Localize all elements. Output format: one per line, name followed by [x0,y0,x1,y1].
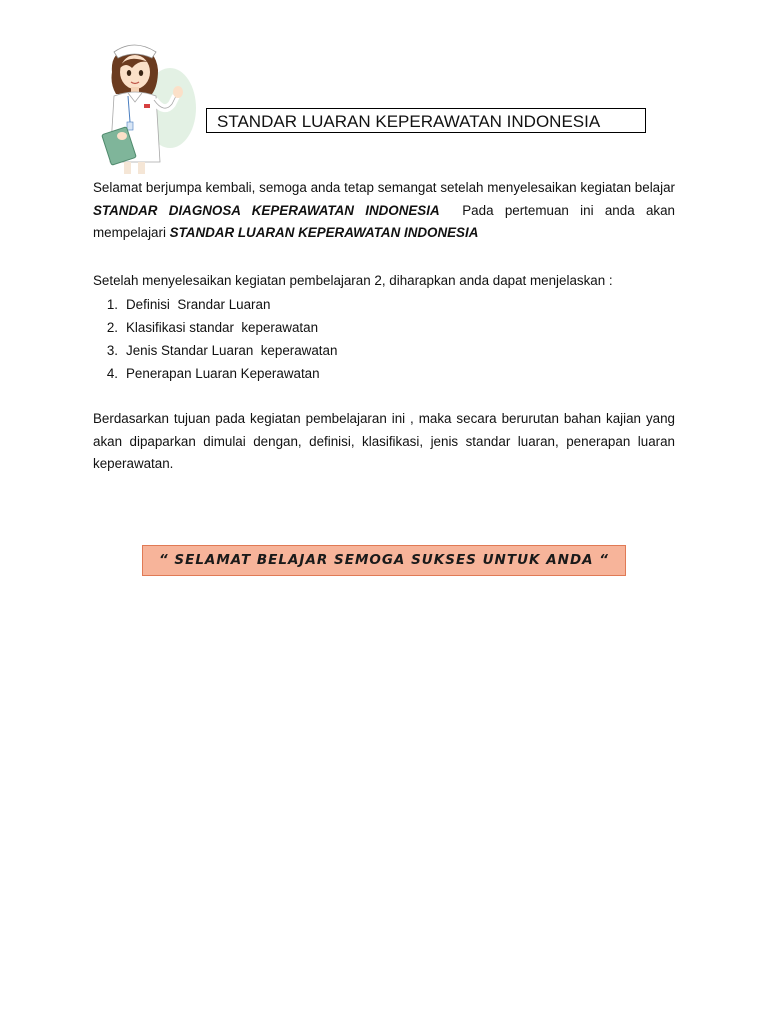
list-item-text: Definisi Srandar Luaran [126,297,271,312]
page-title: STANDAR LUARAN KEPERAWATAN INDONESIA [206,108,646,133]
list-item-text: Penerapan Luaran Keperawatan [126,366,320,381]
list-item [93,316,337,339]
objectives-lead: Setelah menyelesaikan kegiatan pembelajaran 2, diharapkan anda dapat menjelaskan : [93,273,613,288]
list-item [93,293,337,316]
motivation-banner: “ SELAMAT BELAJAR SEMOGA SUKSES UNTUK ANDA “ [142,545,626,576]
intro-paragraph [93,177,679,245]
list-item [93,339,337,362]
list-item-text: Jenis Standar Luaran keperawatan [126,343,338,358]
list-item-number: 3. [106,343,118,358]
closing-paragraph: Berdasarkan tujuan pada kegiatan pembelajaran ini , maka secara berurutan bahan kajian yang akan dipaparkan dimulai dengan, definisi, klasifikasi, jenis standar luaran, penerapan luaran keperawatan. [93,411,675,471]
list-item-number: 4. [106,366,118,381]
list-item-number: 2. [106,320,118,335]
list-item [93,362,337,385]
list-item-text: Klasifikasi standar keperawatan [126,320,319,335]
nurse-illustration [98,38,198,174]
intro-text-part1: Selamat berjumpa kembali, semoga anda tetap semangat setelah menyelesaikan kegiatan belajar [93,180,675,195]
intro-text-part2: Pada pertemuan ini anda akan mempelajari [93,202,679,240]
list-item-number: 1. [106,297,118,312]
intro-emphasis-luaran: STANDAR LUARAN KEPERAWATAN INDONESIA [169,225,479,240]
objectives-list [93,293,337,385]
intro-emphasis-diagnosa: STANDAR DIAGNOSA KEPERAWATAN INDONESIA [93,202,440,218]
